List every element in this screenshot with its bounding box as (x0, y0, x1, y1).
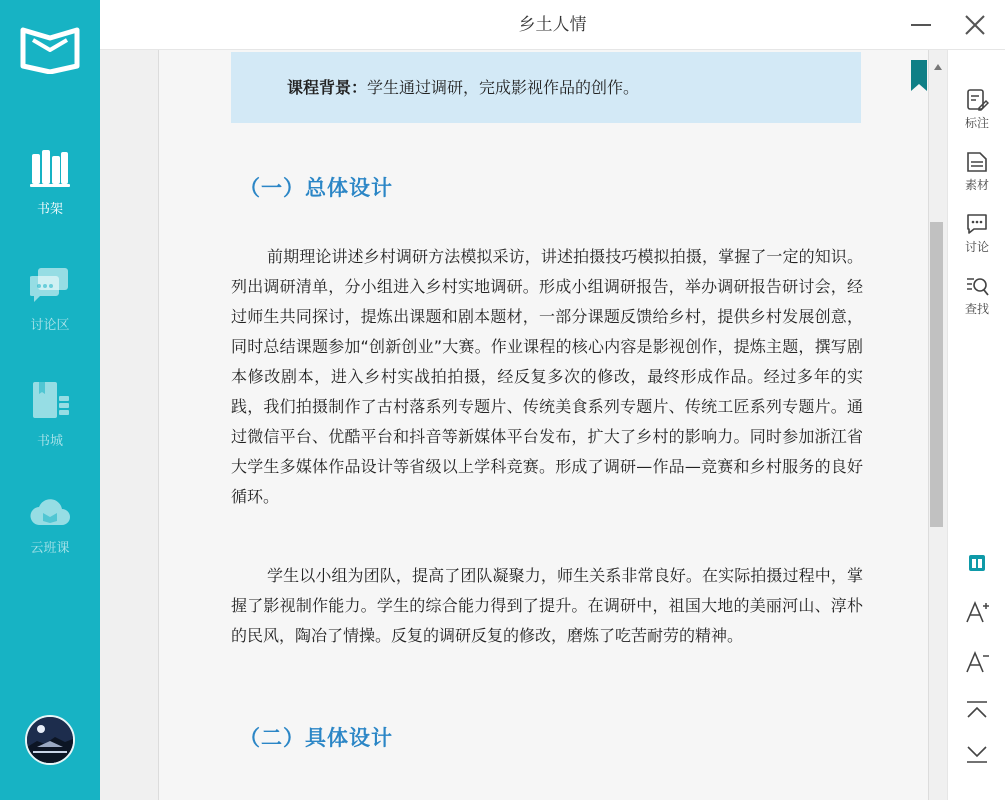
callout-label: 课程背景： (287, 78, 368, 97)
app-logo-icon (19, 26, 81, 74)
material-icon (965, 150, 989, 174)
minimize-button[interactable] (908, 12, 934, 38)
close-icon (962, 12, 988, 38)
sidebar-item-bookshelf[interactable] (0, 150, 100, 217)
left-sidebar (0, 0, 100, 800)
material-button[interactable] (948, 150, 1005, 193)
callout-text (287, 75, 639, 98)
paragraph: 前期理论讲述乡村调研方法模拟采访，讲述拍摄技巧模拟拍摄，掌握了一定的知识。列出调研清单，分小组进入乡村实地调研。形成小组调研报告，举办调研报告研讨会，经过师生共同探讨，提炼出课题和剧本题材，一部分课题反馈给乡村，提供乡村发展创意，同时总结课题参加“创新创业”大赛。作业课程的核心内容是影视创作，提炼主题，撰写剧本修改剧本，进入乡村实战拍拍摄，经反复多次的修改，最终形成作品。经过多年的实践，我们拍摄制作了古村落系列专题片、传统美食系列专题片、传统工匠系列专题片。通过微信平台、优酷平台和抖音等新媒体平台发布，扩大了乡村的影响力。同时参加浙江省大学生多媒体作品设计等省级以上学科竞赛。形成了调研—作品—竞赛和乡村服务的良好循环。 (231, 247, 863, 506)
vertical-scrollbar[interactable] (929, 50, 947, 800)
tool-label: 标注 (964, 116, 989, 130)
right-toolbar (947, 50, 1005, 800)
tool-label: 讨论 (964, 240, 989, 254)
section-heading-detailed-design: （二）具体设计 (239, 725, 393, 750)
cloud-class-icon (0, 497, 100, 531)
scroll-bottom-icon[interactable] (964, 741, 990, 767)
scroll-top-icon[interactable] (964, 697, 990, 723)
callout-body: 学生通过调研，完成影视作品的创作。 (367, 78, 640, 97)
bookshelf-icon (0, 150, 100, 192)
scroll-up-arrow-icon[interactable] (933, 56, 943, 64)
search-icon (965, 274, 989, 298)
avatar[interactable] (25, 715, 75, 765)
discuss-icon (965, 212, 989, 236)
bookstore-icon (0, 382, 100, 424)
tool-label: 查找 (964, 302, 989, 316)
annotate-icon (965, 88, 989, 112)
window-title: 乡土人情 (518, 15, 587, 35)
close-button[interactable] (962, 12, 988, 38)
sidebar-item-label: 讨论区 (30, 318, 70, 333)
section-heading-overall-design: （一）总体设计 (239, 175, 393, 200)
bookmark-icon[interactable] (911, 60, 927, 91)
sidebar-item-discussion[interactable] (0, 268, 100, 333)
sidebar-item-label: 书架 (36, 202, 63, 217)
paragraph: 学生以小组为团队，提高了团队凝聚力，师生关系非常良好。在实际拍摄过程中，掌握了影视制作能力。学生的综合能力得到了提升。在调研中，祖国大地的美丽河山、淳朴的民风，陶冶了情操。反复的调研反复的修改，磨炼了吃苦耐劳的精神。 (231, 566, 863, 645)
title-bar (100, 0, 1005, 50)
font-increase-icon[interactable] (964, 599, 990, 625)
sidebar-item-bookstore[interactable] (0, 382, 100, 449)
discuss-button[interactable] (948, 212, 1005, 255)
sidebar-item-label: 书城 (36, 434, 63, 449)
sidebar-item-cloud-class[interactable] (0, 497, 100, 556)
annotate-button[interactable] (948, 88, 1005, 131)
tool-label: 素材 (964, 178, 989, 192)
sidebar-item-label: 云班课 (30, 541, 70, 556)
font-decrease-icon[interactable] (964, 649, 990, 675)
chat-icon (0, 268, 100, 308)
course-background-callout (231, 52, 861, 123)
book-mode-icon[interactable] (964, 550, 990, 576)
scrollbar-thumb[interactable] (930, 222, 943, 527)
search-button[interactable] (948, 274, 1005, 317)
book-page[interactable] (158, 50, 929, 800)
